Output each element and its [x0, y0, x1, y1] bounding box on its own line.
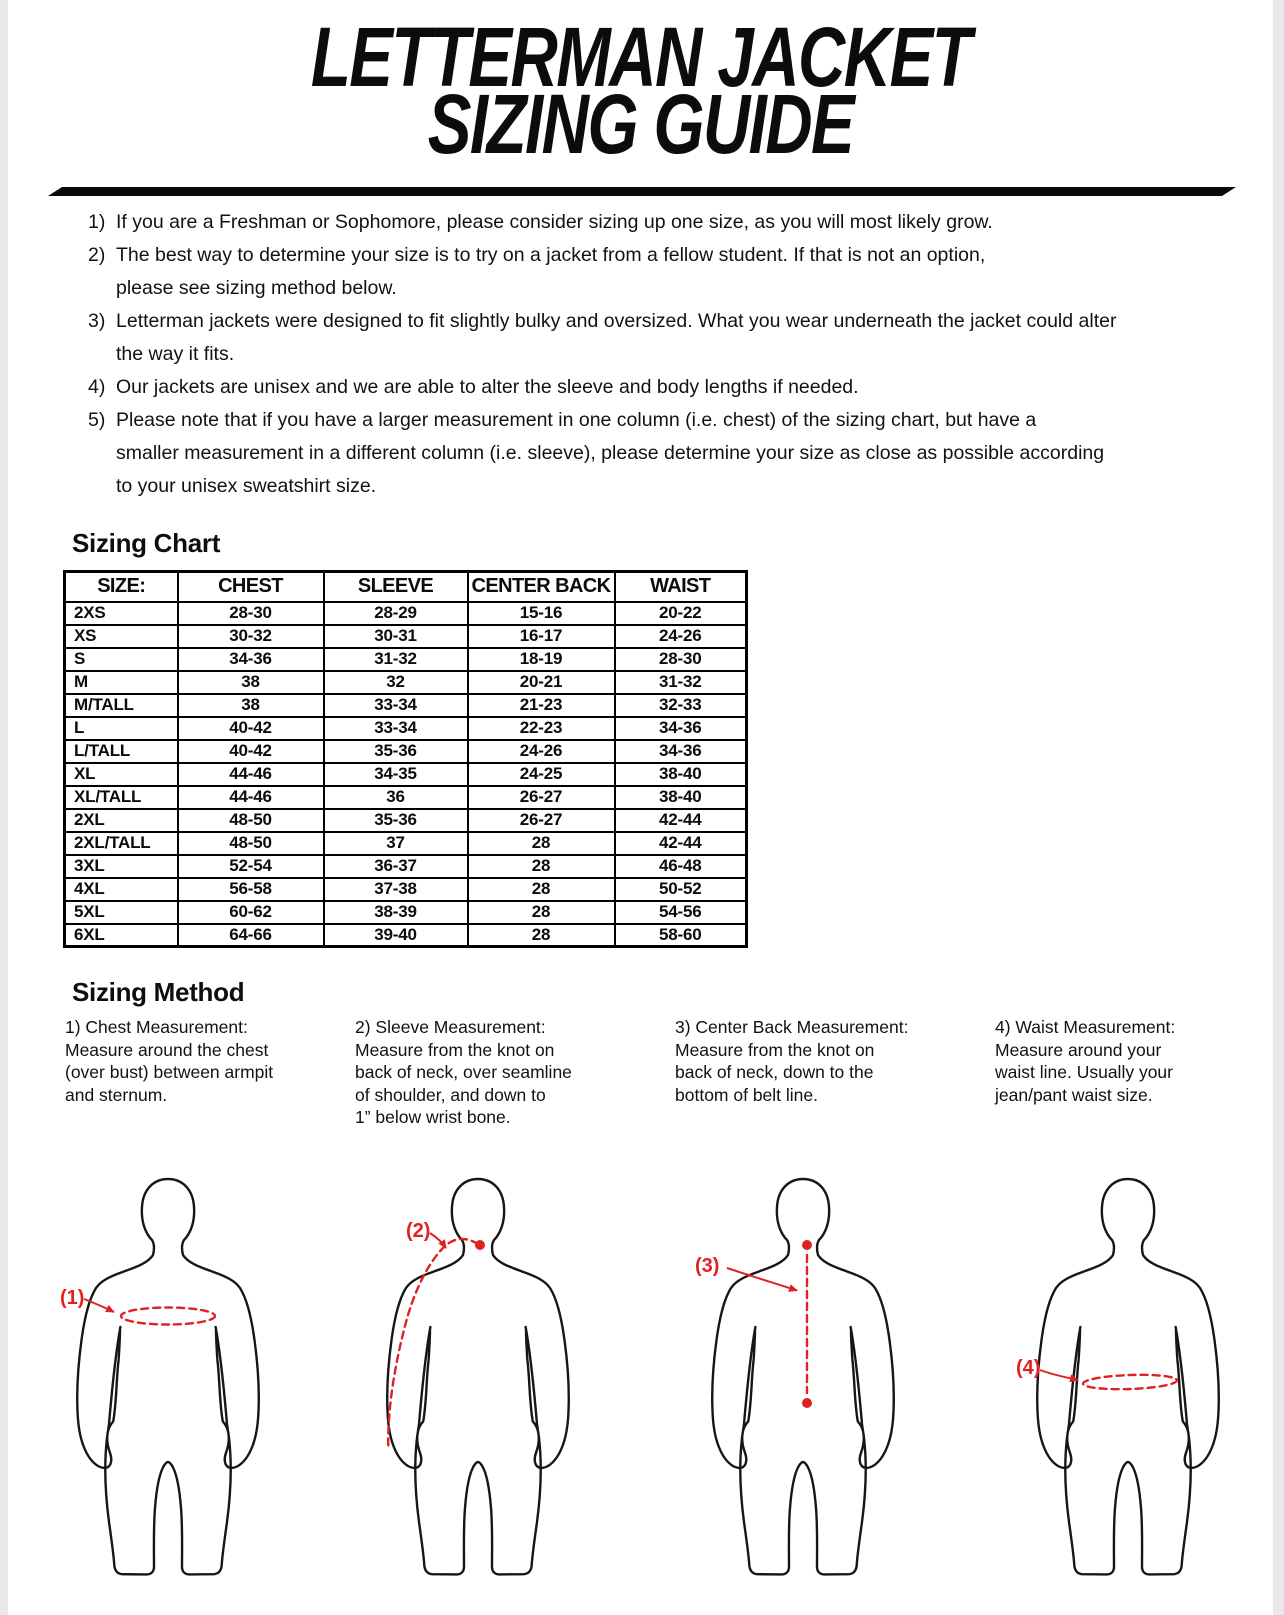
neck-knot-dot: [475, 1240, 485, 1250]
value-cell: 32-33: [615, 694, 747, 717]
waist-measurement-figure: [1008, 1176, 1248, 1588]
document-page: [8, 0, 1273, 1615]
note-item: [88, 305, 1203, 371]
value-cell: 38: [178, 694, 324, 717]
method-line: (over bust) between armpit: [65, 1062, 274, 1082]
method-line: 2) Sleeve Measurement:: [355, 1017, 546, 1037]
sizing-chart-heading: Sizing Chart: [72, 528, 221, 558]
body-outline-icon: [77, 1179, 259, 1574]
note-line: Letterman jackets were designed to fit slightly bulky and oversized. What you wear underneath the jacket could alter: [116, 310, 1117, 332]
note-number: 5): [88, 409, 106, 431]
figure-label: (3): [695, 1255, 720, 1277]
value-cell: 30-32: [178, 625, 324, 648]
value-cell: 46-48: [615, 855, 747, 878]
value-cell: 28: [468, 878, 615, 901]
value-cell: 28-29: [324, 602, 468, 625]
size-cell: L: [65, 717, 178, 740]
note-line: the way it fits.: [116, 343, 235, 365]
method-line: back of neck, over seamline: [355, 1062, 572, 1082]
value-cell: 21-23: [468, 694, 615, 717]
size-cell: 2XS: [65, 602, 178, 625]
value-cell: 34-36: [615, 717, 747, 740]
note-number: 2): [88, 244, 106, 266]
note-text: [116, 404, 1104, 503]
value-cell: 33-34: [324, 717, 468, 740]
value-cell: 48-50: [178, 832, 324, 855]
size-cell: XL: [65, 763, 178, 786]
value-cell: 24-26: [615, 625, 747, 648]
table-row: [65, 809, 747, 832]
method-line: Measure around the chest: [65, 1039, 269, 1060]
figure-label: (4): [1016, 1357, 1041, 1379]
table-row: [65, 786, 747, 809]
belt-line-dot: [802, 1398, 812, 1408]
value-cell: 34-36: [615, 740, 747, 763]
value-cell: 40-42: [178, 740, 324, 763]
value-cell: 34-35: [324, 763, 468, 786]
size-cell: 3XL: [65, 855, 178, 878]
table-row: [65, 648, 747, 671]
value-cell: 56-58: [178, 878, 324, 901]
value-cell: 26-27: [468, 809, 615, 832]
table-row: [65, 855, 747, 878]
page-title: [8, 10, 1273, 171]
value-cell: 48-50: [178, 809, 324, 832]
value-cell: 35-36: [324, 740, 468, 763]
value-cell: 28: [468, 832, 615, 855]
method-line: jean/pant waist size.: [995, 1084, 1153, 1105]
method-line: 1) Chest Measurement:: [65, 1017, 248, 1037]
table-row: [65, 878, 747, 901]
note-line: please see sizing method below.: [116, 277, 397, 299]
value-cell: 34-36: [178, 648, 324, 671]
title-divider: [48, 187, 1236, 196]
value-cell: 31-32: [324, 648, 468, 671]
method-line: 1” below wrist bone.: [355, 1107, 511, 1127]
value-cell: 20-22: [615, 602, 747, 625]
table-row: [65, 763, 747, 786]
note-number: 1): [88, 211, 106, 233]
note-line: Our jackets are unisex and we are able to alter the sleeve and body lengths if needed.: [116, 376, 859, 398]
value-cell: 28: [468, 924, 615, 947]
neck-knot-dot: [802, 1240, 812, 1250]
method-item: [675, 1016, 995, 1129]
note-text: [116, 206, 993, 239]
note-line: If you are a Freshman or Sophomore, please consider sizing up one size, as you will most likely grow.: [116, 211, 993, 233]
notes-list: [88, 206, 1203, 503]
method-item: [995, 1016, 1195, 1129]
method-item: [65, 1016, 355, 1129]
value-cell: 36-37: [324, 855, 468, 878]
value-cell: 15-16: [468, 602, 615, 625]
value-cell: 33-34: [324, 694, 468, 717]
value-cell: 32: [324, 671, 468, 694]
note-text: [116, 239, 985, 305]
note-item: [88, 404, 1203, 503]
sizing-method-columns: [65, 1016, 1195, 1129]
column-header: SLEEVE: [324, 572, 468, 602]
size-cell: XS: [65, 625, 178, 648]
value-cell: 42-44: [615, 809, 747, 832]
table-row: [65, 924, 747, 947]
value-cell: 38: [178, 671, 324, 694]
note-text: [116, 305, 1116, 371]
figure-label: (1): [60, 1287, 85, 1309]
value-cell: 52-54: [178, 855, 324, 878]
sizing-method-heading: Sizing Method: [72, 977, 245, 1007]
chest-measurement-figure: [48, 1176, 288, 1588]
value-cell: 18-19: [468, 648, 615, 671]
value-cell: 44-46: [178, 786, 324, 809]
method-line: bottom of belt line.: [675, 1084, 818, 1105]
note-line: The best way to determine your size is to try on a jacket from a fellow student. If that is not an option,: [116, 244, 986, 266]
value-cell: 28: [468, 855, 615, 878]
value-cell: 22-23: [468, 717, 615, 740]
method-line: Measure around your: [995, 1039, 1162, 1060]
column-header: CENTER BACK: [468, 572, 615, 602]
method-line: back of neck, down to the: [675, 1062, 874, 1082]
value-cell: 31-32: [615, 671, 747, 694]
figure-label: (2): [406, 1220, 431, 1242]
value-cell: 26-27: [468, 786, 615, 809]
table-row: [65, 671, 747, 694]
method-line: Measure from the knot on: [675, 1039, 875, 1060]
table-row: [65, 694, 747, 717]
value-cell: 24-25: [468, 763, 615, 786]
method-line: waist line. Usually your: [995, 1062, 1173, 1082]
size-cell: 2XL: [65, 809, 178, 832]
size-cell: M: [65, 671, 178, 694]
value-cell: 40-42: [178, 717, 324, 740]
value-cell: 50-52: [615, 878, 747, 901]
method-line: 3) Center Back Measurement:: [675, 1017, 909, 1037]
note-line: smaller measurement in a different column (i.e. sleeve), please determine your size as close as possible according: [116, 442, 1105, 464]
method-item: [355, 1016, 675, 1129]
method-line: and sternum.: [65, 1084, 168, 1105]
value-cell: 30-31: [324, 625, 468, 648]
title-line-1: LETTERMAN JACKET: [310, 10, 971, 104]
size-cell: S: [65, 648, 178, 671]
title-line-2: SIZING GUIDE: [427, 77, 854, 171]
table-row: [65, 717, 747, 740]
value-cell: 16-17: [468, 625, 615, 648]
method-line: 4) Waist Measurement:: [995, 1017, 1176, 1037]
size-cell: 5XL: [65, 901, 178, 924]
table-row: [65, 832, 747, 855]
note-line: to your unisex sweatshirt size.: [116, 475, 377, 497]
table-row: [65, 625, 747, 648]
column-header: SIZE:: [65, 572, 178, 602]
value-cell: 24-26: [468, 740, 615, 763]
sizing-chart-header: [65, 572, 747, 602]
value-cell: 28-30: [615, 648, 747, 671]
sleeve-measurement-figure: [358, 1176, 598, 1588]
method-line: Measure from the knot on: [355, 1039, 555, 1060]
size-cell: 2XL/TALL: [65, 832, 178, 855]
note-item: [88, 239, 1203, 305]
value-cell: 38-40: [615, 786, 747, 809]
method-line: of shoulder, and down to: [355, 1084, 546, 1105]
value-cell: 60-62: [178, 901, 324, 924]
column-header: WAIST: [615, 572, 747, 602]
value-cell: 20-21: [468, 671, 615, 694]
size-cell: XL/TALL: [65, 786, 178, 809]
note-item: [88, 371, 1203, 404]
note-number: 4): [88, 376, 106, 398]
body-outline-icon: [712, 1179, 894, 1574]
value-cell: 44-46: [178, 763, 324, 786]
sizing-chart-table: [63, 570, 748, 948]
column-header: CHEST: [178, 572, 324, 602]
value-cell: 54-56: [615, 901, 747, 924]
value-cell: 42-44: [615, 832, 747, 855]
value-cell: 38-39: [324, 901, 468, 924]
size-cell: 4XL: [65, 878, 178, 901]
value-cell: 58-60: [615, 924, 747, 947]
size-cell: 6XL: [65, 924, 178, 947]
note-number: 3): [88, 310, 106, 332]
value-cell: 35-36: [324, 809, 468, 832]
value-cell: 28: [468, 901, 615, 924]
value-cell: 28-30: [178, 602, 324, 625]
sleeve-label-arrow: [430, 1233, 446, 1248]
size-cell: M/TALL: [65, 694, 178, 717]
value-cell: 39-40: [324, 924, 468, 947]
measurement-figures: [48, 1176, 1248, 1588]
sizing-chart-body: [65, 602, 747, 947]
note-item: [88, 206, 1203, 239]
value-cell: 64-66: [178, 924, 324, 947]
size-cell: L/TALL: [65, 740, 178, 763]
value-cell: 36: [324, 786, 468, 809]
center-back-measurement-figure: [683, 1176, 923, 1588]
table-row: [65, 901, 747, 924]
value-cell: 38-40: [615, 763, 747, 786]
value-cell: 37-38: [324, 878, 468, 901]
value-cell: 37: [324, 832, 468, 855]
table-row: [65, 602, 747, 625]
note-text: [116, 371, 859, 404]
note-line: Please note that if you have a larger measurement in one column (i.e. chest) of the sizing chart, but have a: [116, 409, 1037, 431]
table-row: [65, 740, 747, 763]
